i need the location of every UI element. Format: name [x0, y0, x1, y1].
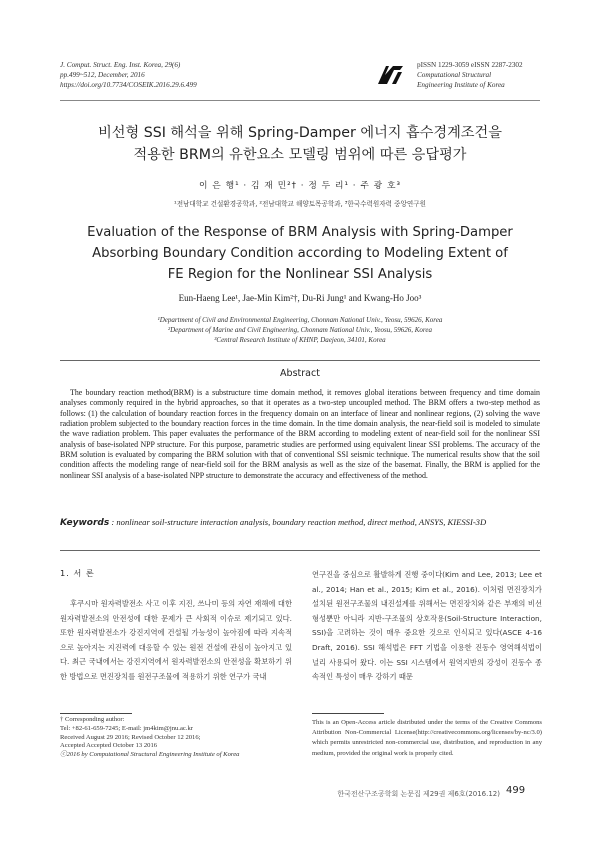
journal-logo-icon	[376, 62, 406, 86]
english-authors: Eun-Haeng Lee¹, Jae-Min Kim²†, Du-Ri Jung¹ and Kwang-Ho Joo³	[178, 293, 422, 303]
footnote-divider-right	[312, 713, 384, 714]
english-title-line: Evaluation of the Response of BRM Analysis with Spring-Damper	[87, 225, 513, 240]
journal-pages: pp.499~512, December, 2016	[60, 71, 145, 79]
copyright: ⓒ2016 by Computational Structural Engineering Institute of Korea	[60, 751, 240, 759]
korean-title-line: 비선형 SSI 해석을 위해 Spring-Damper 에너지 흡수경계조건을	[98, 125, 502, 141]
footnote-left	[60, 716, 292, 760]
abstract-body: The boundary reaction method(BRM) is a substructure time domain method, it removes global iterations between frequency and time domain analyses commonly required in the hybrid approaches, so that it operates as a two-step uncoupled method. The BRM offers a two-step method as follows: (1) the calculation of boundary reaction forces in the frequency domain on an interface of linear and nonlinear regions, (2) solving the wave radiation problem subjected to the boundary reaction forces in the time domain. In the time domain analysis, the near-field soil is modeled to simulate the wave radiation problem. This paper evaluates the performance of the BRM according to modeling extent of near-field soil for the nonlinear SSI analysis of base-isolated NPP structure. For this purpose, parametric studies are performed using equivalent linear SSI problems. The accuracy of the BRM solution is evaluated by comparing the BRM solution with that of conventional SSI seismic technique. The numerical results show that the soil condition affects the modeling range of near-field soil for the BRM analysis as well as the size of the basemat. Finally, the BRM is applied for the nonlinear SSI analysis of a base-isolated NPP structure to demonstrate the accuracy and effectiveness of the method.	[60, 388, 540, 480]
keywords-label: Keywords	[60, 518, 110, 528]
keywords-text: : nonlinear soil-structure interaction analysis, boundary reaction method, direct method, ANSYS, KIESSI-3D	[111, 517, 487, 527]
accepted-date: Accepted Accepted October 13 2016	[60, 742, 158, 750]
affiliation-line: ¹Department of Civil and Environmental Engineering, Chonnam National Univ., Yeosu, 59626, Korea	[157, 316, 443, 324]
contact-info: Tel: +82-61-659-7245; E-mail: jm4kim@jnu.ac.kr	[60, 724, 193, 732]
korean-affiliations: ¹전남대학교 건설환경공학과, ²전남대학교 해양토목공학과, ³한국수력원자력 중앙연구원	[174, 200, 426, 208]
footnote-divider-left	[60, 713, 132, 714]
korean-authors: 이 은 행¹ · 김 재 민²† · 정 두 리¹ · 주 광 호³	[198, 181, 401, 191]
header-divider	[60, 100, 540, 101]
journal-doi[interactable]: https://doi.org/10.7734/COSEIK.2016.29.6.499	[60, 81, 197, 89]
affiliation-line: ²Department of Marine and Civil Engineering, Chonnam National Univ., Yeosu, 59626, Korea	[168, 326, 432, 334]
keywords	[60, 516, 540, 530]
english-title-line: FE Region for the Nonlinear SSI Analysis	[167, 267, 433, 282]
korean-title	[60, 122, 540, 166]
license-note: This is an Open-Access article distributed under the terms of the Creative Commons Attribution Non-Commercial License(http://creativecommons.org/licenses/by-nc/3.0) which permits unrestricted non-commercial use, distribution, and reproduction in any medium, provided the original work is properly cited.	[312, 719, 542, 757]
intro-left-column: 후쿠시마 원자력발전소 사고 이후 지진, 쓰나미 등의 자연 재해에 대한 원자력발전소의 안전성에 대한 문제가 큰 사회적 이슈로 제기되고 있다. 또한 원자력발전소가 강진지역에 건설될 가능성이 높아짐에 따라 지속적으로 높아지는 지진력에 대응할 수 있는 원전 건설에 관심이 높아지고 있다. 최근 국내에서는 강진지역에서 원자력발전소의 안전성을 확보하기 위한 방법으로 면진장치를 원전구조물에 적용하기 위한 연구가 국내	[60, 599, 292, 681]
english-title-line: Absorbing Boundary Condition according to Modeling Extent of	[92, 246, 508, 261]
footer-journal: 한국전산구조공학회 논문집 제29권 제6호(2016.12)	[337, 790, 500, 798]
section-heading: 1. 서 론	[60, 568, 95, 578]
intro-right-column: 연구진을 중심으로 활발하게 진행 중이다(Kim and Lee, 2013; Lee et al., 2014; Han et al., 2015; Kim et al., 2016). 이처럼 면진장치가 설치된 원전구조물의 내진설계를 위해서는 면진장치와 같은 부재의 비선형성뿐만 아니라 지반-구조물의 상호작용(Soil-Structure Interaction, SSI)을 고려하는 것이 매우 중요한 것으로 인식되고 있다(ASCE 4-16 Draft, 2016). SSI 해석법은 FFT 기법을 이용한 진동수 영역해석법이 널리 사용되어 왔다. 이는 SSI 시스템에서 원역지반의 강성이 진동수 종속적인 특성이 매우 강하기 때문	[312, 570, 542, 682]
journal-header-right	[417, 60, 567, 90]
issn: pISSN 1229-3059 eISSN 2287-2302	[417, 61, 523, 69]
abstract-top-divider	[60, 360, 540, 361]
page-number: 499	[506, 785, 526, 796]
journal-header-left	[60, 60, 280, 90]
journal-citation: J. Comput. Struct. Eng. Inst. Korea, 29(6)	[60, 61, 181, 69]
affiliation-line: ³Central Research Institute of KHNP, Daejeon, 34101, Korea	[214, 336, 386, 344]
korean-title-line: 적용한 BRM의 유한요소 모델링 범위에 따른 응답평가	[133, 147, 467, 163]
publisher-line-1: Computational Structural	[417, 71, 492, 79]
received-date: Received August 29 2016; Revised October 12 2016;	[60, 733, 201, 741]
publisher-line-2: Engineering Institute of Korea	[417, 81, 505, 89]
corresponding-author: † Corresponding author:	[60, 716, 125, 723]
abstract-bottom-divider	[60, 550, 540, 551]
abstract-heading: Abstract	[280, 368, 320, 379]
english-affiliations	[60, 315, 540, 345]
english-title	[60, 222, 540, 285]
